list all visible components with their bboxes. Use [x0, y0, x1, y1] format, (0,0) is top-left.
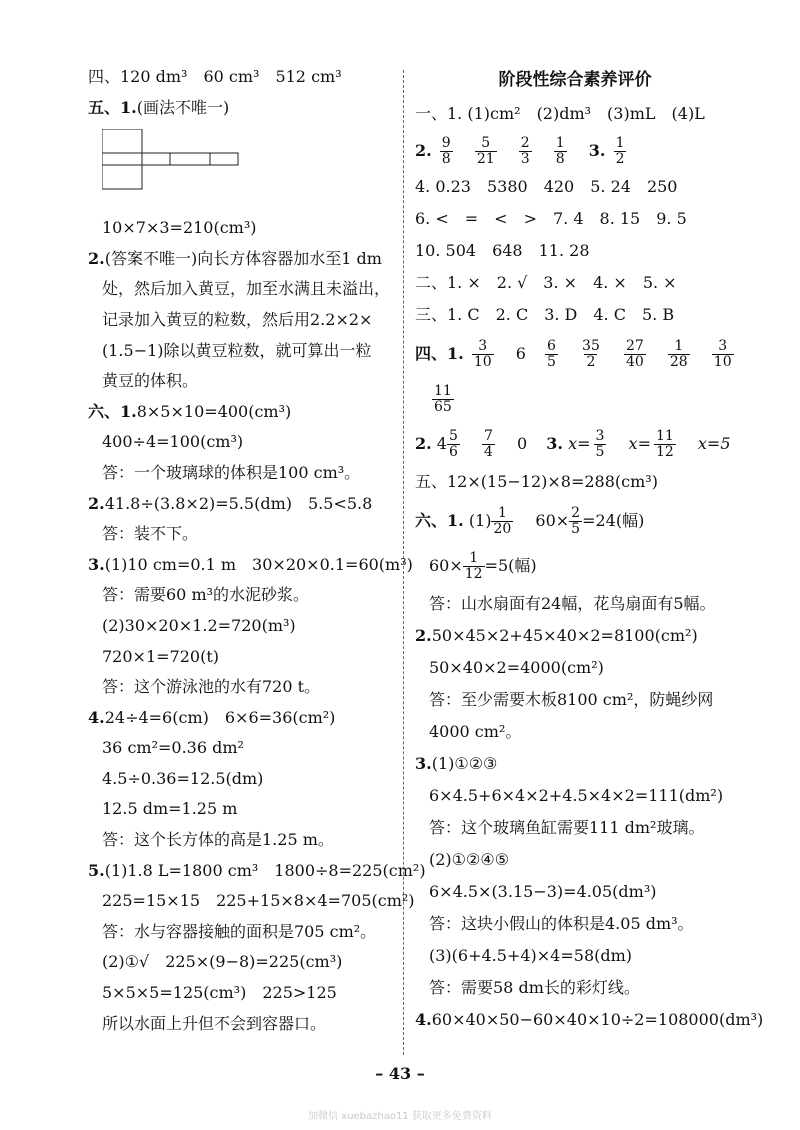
answer-line — [88, 427, 398, 458]
line-text: 60×40×50−60×40×10÷2=108000(dm³) — [431, 1010, 764, 1029]
answer-line — [88, 886, 415, 917]
line-text: (2)30×20×1.2=720(m³) — [102, 615, 296, 635]
numerator: 1 — [674, 338, 684, 354]
fraction — [614, 136, 627, 167]
answer-line — [415, 130, 735, 171]
denominator: 12 — [464, 566, 483, 582]
answer-line — [415, 376, 735, 421]
denominator: 65 — [434, 399, 452, 415]
answer-line — [88, 947, 398, 978]
line-text: 答：需要58 dm长的彩灯线。 — [429, 978, 640, 997]
answer-line — [88, 305, 398, 336]
line-text: (1.5−1)除以黄豆粒数，就可算出一粒 — [102, 340, 372, 360]
answer-line — [415, 235, 735, 267]
answer-line — [415, 972, 735, 1004]
variable-label: x= — [568, 434, 591, 453]
answer-line — [415, 267, 735, 299]
line-text: (画法不唯一) — [136, 97, 230, 117]
answer-line — [88, 93, 398, 124]
line-text: 答：这块小假山的体积是4.05 dm³。 — [429, 914, 694, 933]
line-text: 4. 0.23 5380 420 5. 24 250 — [415, 177, 678, 196]
answer-line — [88, 978, 398, 1009]
line-text: 720×1=720(t) — [102, 646, 219, 666]
number-value: 4 — [436, 434, 447, 453]
variable-label: x= — [628, 434, 651, 453]
line-text: 41.8÷(3.8×2)=5.5(dm) 5.5<5.8 — [104, 493, 373, 513]
answer-line — [415, 98, 735, 130]
net-diagram — [102, 129, 252, 209]
fraction — [519, 136, 532, 167]
line-text: 答：山水扇面有24幅，花鸟扇面有5幅。 — [429, 594, 716, 613]
footer-watermark: 加微信 xuebazhao11 获取更多免费资料 — [308, 1111, 492, 1122]
numerator: 1 — [469, 550, 479, 566]
numerator: 6 — [547, 338, 556, 354]
fraction — [654, 429, 676, 460]
item-number: 4. — [415, 1010, 432, 1029]
answer-line — [88, 580, 398, 611]
item-number: 2. — [415, 434, 432, 453]
denominator: 2 — [615, 151, 625, 167]
fraction — [472, 339, 494, 370]
item-number: 2. — [88, 248, 105, 268]
answer-line — [415, 684, 735, 716]
answer-line — [415, 940, 735, 972]
line-text: 答：一个玻璃球的体积是100 cm³。 — [102, 462, 361, 482]
page-number: – 43 – — [375, 1064, 425, 1083]
answer-line — [88, 274, 398, 305]
line-text: (1)①②③ — [431, 754, 498, 773]
cuboid-net-drawing — [88, 123, 398, 213]
item-number: 5. — [88, 860, 105, 880]
line-text: 50×40×2=4000(cm²) — [429, 658, 604, 677]
denominator: 40 — [625, 354, 644, 370]
answer-line — [88, 672, 398, 703]
answer-line — [88, 489, 398, 520]
line-text: =24(幅) — [582, 511, 645, 530]
fraction — [594, 429, 607, 460]
fraction — [432, 384, 454, 415]
item-number: 五、1. — [88, 97, 137, 117]
answer-line — [415, 908, 735, 940]
line-text: 36 cm²=0.36 dm² — [102, 738, 244, 758]
fraction — [569, 506, 582, 537]
answer-line — [88, 550, 413, 581]
numerator: 2 — [571, 505, 581, 521]
numerator: 3 — [718, 338, 728, 354]
line-text: 黄豆的体积。 — [102, 371, 199, 391]
line-text: 4.5÷0.36=12.5(dm) — [102, 768, 264, 788]
line-text: (1) — [468, 511, 492, 530]
denominator: 5 — [547, 354, 556, 370]
answer-line — [415, 812, 735, 844]
denominator: 10 — [473, 354, 492, 370]
denominator: 4 — [484, 444, 493, 460]
numerator: 27 — [625, 338, 644, 354]
answer-line — [415, 780, 735, 812]
answer-line — [415, 203, 735, 235]
line-text: 225=15×15 225+15×8×4=705(cm²) — [102, 891, 415, 911]
line-text: 6×4.5+6×4×2+4.5×4×2=111(dm²) — [429, 786, 724, 805]
line-text: 一、1. (1)cm² (2)dm³ (3)mL (4)L — [415, 104, 705, 123]
answer-line — [88, 244, 398, 275]
item-number: 六、1. — [415, 511, 464, 530]
answer-line — [415, 620, 735, 652]
line-text: 50×45×2+45×40×2=8100(cm²) — [431, 626, 698, 645]
line-text: (2)①√ 225×(9−8)=225(cm³) — [102, 952, 343, 972]
fraction — [668, 339, 690, 370]
line-text: 四、120 dm³ 60 cm³ 512 cm³ — [88, 67, 342, 86]
line-text: (3)(6+4.5+4)×4=58(dm) — [429, 946, 633, 965]
answer-line — [88, 642, 398, 673]
denominator: 8 — [555, 151, 565, 167]
line-text: 答：至少需要木板8100 cm²，防蝇纱网 — [429, 690, 714, 709]
line-text: 60× — [429, 556, 463, 575]
numerator: 5 — [481, 135, 491, 151]
line-text: 60× — [535, 511, 570, 530]
answer-line — [88, 611, 398, 642]
answer-line — [415, 652, 735, 684]
answer-line — [88, 397, 398, 428]
answer-line — [415, 1004, 764, 1036]
line-text: 4000 cm²。 — [429, 722, 522, 741]
answer-line — [415, 543, 735, 588]
numerator: 1 — [497, 505, 507, 521]
answer-line — [88, 336, 398, 367]
fraction — [463, 551, 485, 582]
answer-line — [415, 748, 735, 780]
line-text: (1)1.8 L=1800 cm³ 1800÷8=225(cm²) — [104, 860, 426, 880]
fraction — [491, 506, 513, 537]
line-text: 答：这个长方体的高是1.25 m。 — [102, 830, 334, 850]
item-number: 四、1. — [415, 344, 464, 363]
line-text: 答：水与容器接触的面积是705 cm²。 — [102, 921, 377, 941]
fraction — [580, 339, 602, 370]
answer-line — [415, 498, 735, 543]
answer-line — [88, 1009, 398, 1040]
line-text: 记录加入黄豆的粒数，然后用2.2×2× — [102, 309, 373, 329]
numerator: 35 — [582, 338, 600, 354]
answer-line — [415, 421, 735, 466]
denominator: 20 — [493, 521, 512, 537]
line-text: =5(幅) — [484, 556, 537, 575]
answer-line — [88, 764, 398, 795]
denominator: 21 — [476, 151, 495, 167]
answer-line — [88, 917, 398, 948]
number-value: 6 — [515, 344, 526, 363]
answer-line — [88, 733, 398, 764]
line-text: 6×4.5×(3.15−3)=4.05(dm³) — [429, 882, 657, 901]
line-text: 5×5×5=125(cm³) 225>125 — [102, 983, 337, 1003]
line-text: 所以水面上升但不会到容器口。 — [102, 1013, 327, 1033]
fraction — [482, 429, 495, 460]
number-value: 0 — [517, 434, 528, 453]
numerator: 7 — [484, 428, 493, 444]
line-text: 答：装不下。 — [102, 524, 199, 544]
line-text: 8×5×10=400(cm³) — [136, 401, 292, 421]
line-text: (2)①②④⑤ — [429, 850, 510, 869]
answer-line — [415, 716, 735, 748]
denominator: 5 — [571, 521, 581, 537]
fraction — [554, 136, 567, 167]
line-text: (1)10 cm=0.1 m 30×20×0.1=60(m³) — [104, 554, 413, 574]
section-title: 阶段性综合素养评价 — [498, 70, 652, 90]
answer-line — [88, 794, 398, 825]
item-number: 3. — [588, 141, 606, 160]
item-number: 3. — [546, 434, 563, 453]
answer-line — [88, 519, 398, 550]
item-number: 2. — [415, 141, 432, 160]
answer-line — [415, 588, 735, 620]
answer-line — [415, 466, 735, 498]
line-text: 24÷4=6(cm) 6×6=36(cm²) — [104, 707, 336, 727]
answer-line — [88, 825, 398, 856]
answer-line — [88, 703, 398, 734]
fraction — [712, 339, 734, 370]
numerator: 11 — [655, 428, 674, 444]
line-text: 10×7×3=210(cm³) — [102, 218, 257, 238]
item-number: 3. — [88, 554, 105, 574]
numerator: 1 — [555, 135, 565, 151]
numerator: 2 — [520, 135, 530, 151]
item-number: 六、1. — [88, 401, 137, 421]
answer-line — [88, 458, 398, 489]
denominator: 6 — [448, 444, 458, 460]
numerator: 11 — [434, 383, 452, 399]
denominator: 28 — [669, 354, 688, 370]
line-text: 处，然后加入黄豆，加至水满且未溢出， — [102, 279, 391, 299]
fraction — [440, 136, 453, 167]
denominator: 8 — [441, 151, 451, 167]
line-text: 答：需要60 m³的水泥砂浆。 — [102, 585, 310, 605]
answer-line — [415, 171, 735, 203]
line-text: 10. 504 648 11. 28 — [415, 241, 590, 260]
fraction — [447, 429, 460, 460]
line-text: 二、1. × 2. √ 3. × 4. × 5. × — [415, 273, 677, 292]
answer-line — [415, 299, 735, 331]
line-text: 400÷4=100(cm³) — [102, 432, 244, 452]
line-text: 12.5 dm=1.25 m — [102, 799, 238, 819]
answer-line — [88, 62, 398, 93]
fraction — [545, 339, 558, 370]
answer-line — [88, 213, 398, 244]
item-number: 3. — [415, 754, 432, 773]
denominator: 5 — [595, 444, 605, 460]
numerator: 5 — [448, 428, 458, 444]
item-number: 4. — [88, 707, 105, 727]
line-text: 答：这个游泳池的水有720 t。 — [102, 677, 321, 697]
answer-line — [415, 331, 735, 376]
line-text: 答：这个玻璃鱼缸需要111 dm²玻璃。 — [429, 818, 705, 837]
answer-line — [88, 366, 398, 397]
denominator: 2 — [586, 354, 596, 370]
numerator: 3 — [595, 428, 605, 444]
item-number: 2. — [415, 626, 432, 645]
fraction — [624, 339, 646, 370]
answer-line — [88, 856, 426, 887]
line-text: 五、12×(15−12)×8=288(cm³) — [415, 472, 658, 491]
denominator: 10 — [713, 354, 732, 370]
left-column — [88, 62, 426, 1039]
answer-line — [415, 876, 735, 908]
numerator: 9 — [441, 135, 451, 151]
line-text: 6. < = < > 7. 4 8. 15 9. 5 — [415, 209, 687, 228]
denominator: 3 — [520, 151, 530, 167]
numerator: 1 — [615, 135, 625, 151]
line-text: 三、1. C 2. C 3. D 4. C 5. B — [415, 305, 675, 324]
numerator: 3 — [478, 338, 488, 354]
right-column — [415, 62, 764, 1036]
variable-label: x=5 — [697, 434, 731, 453]
denominator: 12 — [655, 444, 674, 460]
item-number: 2. — [88, 493, 105, 513]
line-text: (答案不唯一)向长方体容器加水至1 dm — [104, 248, 382, 268]
fraction — [475, 136, 497, 167]
answer-line — [415, 844, 735, 876]
